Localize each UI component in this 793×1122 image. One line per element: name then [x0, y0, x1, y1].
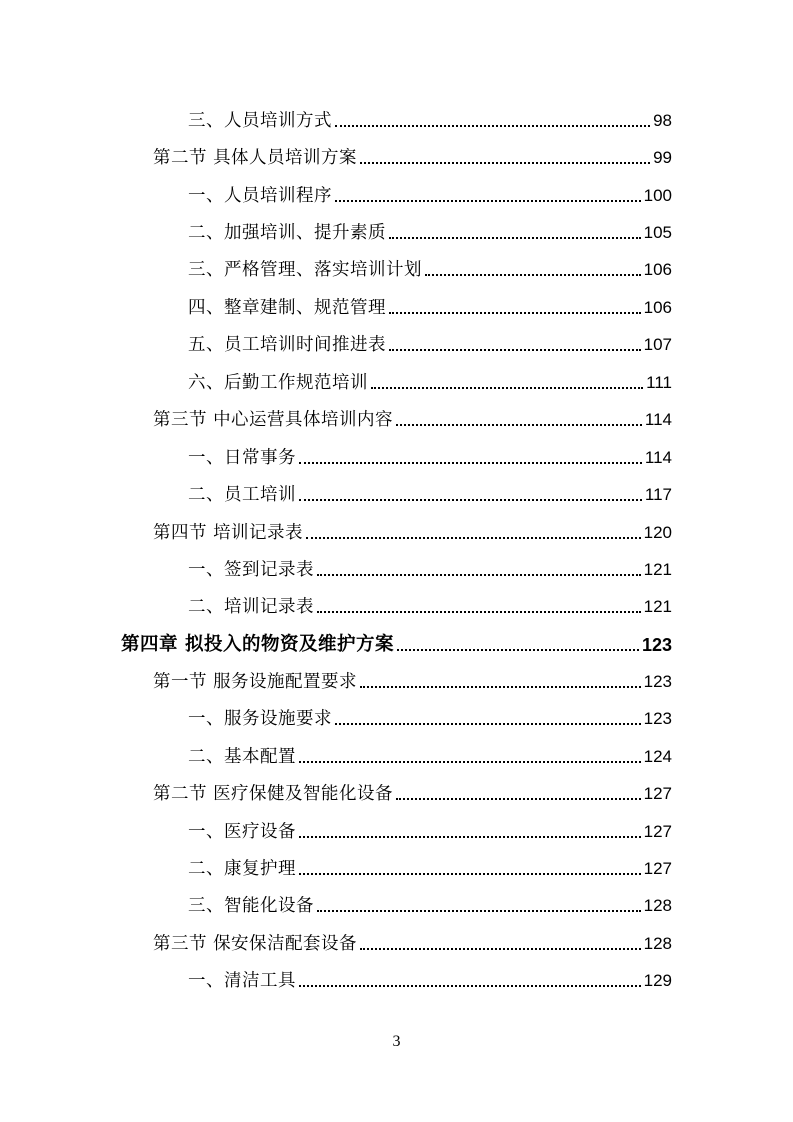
toc-entry-label: 一、医疗设备	[188, 822, 296, 842]
toc-entry[interactable]	[188, 815, 672, 843]
dot-leader	[299, 761, 641, 763]
toc-entry[interactable]	[188, 253, 672, 281]
toc-entry-page: 123	[643, 709, 672, 728]
toc-entry[interactable]	[188, 216, 672, 244]
toc-entry[interactable]	[188, 478, 672, 506]
dot-leader	[299, 836, 641, 838]
toc-entry-page: 128	[643, 934, 672, 953]
toc-entry-page: 106	[643, 260, 672, 279]
toc-entry-label: 第三节 保安保洁配套设备	[153, 934, 358, 954]
dot-leader	[389, 349, 641, 351]
toc-entry[interactable]	[188, 702, 672, 730]
toc-entry-page: 106	[643, 298, 672, 317]
toc-entry[interactable]	[153, 516, 672, 544]
toc-entry-page: 98	[653, 111, 672, 130]
toc-entry[interactable]	[188, 104, 672, 132]
toc-entry[interactable]	[153, 927, 672, 955]
toc-entry-label: 第四章 拟投入的物资及维护方案	[121, 634, 394, 655]
toc-entry-label: 三、人员培训方式	[188, 111, 332, 131]
dot-leader	[306, 537, 641, 539]
toc-entry-label: 第二节 具体人员培训方案	[153, 148, 358, 168]
dot-leader	[360, 162, 650, 164]
toc-entry-label: 二、基本配置	[188, 747, 296, 767]
toc-entry[interactable]	[188, 553, 672, 581]
toc-entry-label: 四、整章建制、规范管理	[188, 298, 386, 318]
toc-entry-label: 第二节 医疗保健及智能化设备	[153, 784, 394, 804]
toc-entry-label: 二、员工培训	[188, 485, 296, 505]
toc-entry-page: 129	[643, 971, 672, 990]
toc-entry-label: 一、日常事务	[188, 448, 296, 468]
toc-entry-label: 第一节 服务设施配置要求	[153, 672, 358, 692]
dot-leader	[389, 312, 641, 314]
dot-leader	[317, 611, 641, 613]
dot-leader	[396, 424, 642, 426]
dot-leader	[360, 686, 641, 688]
toc-entry-page: 127	[643, 859, 672, 878]
dot-leader	[335, 125, 650, 127]
toc-entry-page: 123	[643, 672, 672, 691]
toc-entry[interactable]	[188, 291, 672, 319]
toc-entry-label: 二、加强培训、提升素质	[188, 223, 386, 243]
page-number: 3	[392, 1033, 401, 1050]
dot-leader	[299, 985, 641, 987]
dot-leader	[317, 910, 641, 912]
toc-entry-page: 127	[643, 822, 672, 841]
toc-entry-page: 121	[643, 597, 672, 616]
toc-entry-label: 六、后勤工作规范培训	[188, 373, 368, 393]
toc-entry-label: 第四节 培训记录表	[153, 523, 304, 543]
toc-entry[interactable]	[153, 777, 672, 805]
dot-leader	[389, 237, 641, 239]
toc-chapter-entry[interactable]	[121, 628, 672, 656]
toc-entry-label: 二、培训记录表	[188, 597, 314, 617]
toc-entry-page: 114	[644, 448, 672, 467]
toc-entry[interactable]	[188, 964, 672, 992]
dot-leader	[397, 649, 639, 651]
toc-entry[interactable]	[188, 852, 672, 880]
toc-entry-page: 128	[643, 896, 672, 915]
dot-leader	[299, 499, 642, 501]
dot-leader	[360, 948, 641, 950]
toc-entry[interactable]	[188, 366, 672, 394]
dot-leader	[396, 798, 641, 800]
toc-entry[interactable]	[188, 328, 672, 356]
toc-entry-label: 五、员工培训时间推进表	[188, 335, 386, 355]
toc-entry[interactable]	[153, 141, 672, 169]
toc-entry-page: 127	[643, 784, 672, 803]
toc-entry-label: 三、智能化设备	[188, 896, 314, 916]
toc-entry-page: 120	[643, 523, 672, 542]
dot-leader	[335, 200, 641, 202]
toc-entry-label: 二、康复护理	[188, 859, 296, 879]
toc-entry-page: 107	[643, 335, 672, 354]
toc-entry-page: 121	[643, 560, 672, 579]
toc-entry-label: 一、服务设施要求	[188, 709, 332, 729]
dot-leader	[425, 274, 641, 276]
dot-leader	[299, 462, 642, 464]
toc-entry-page: 114	[644, 410, 672, 429]
dot-leader	[317, 574, 641, 576]
toc-entry-label: 一、清洁工具	[188, 971, 296, 991]
dot-leader	[299, 873, 641, 875]
toc-entry-label: 第三节 中心运营具体培训内容	[153, 410, 394, 430]
toc-entry[interactable]	[188, 179, 672, 207]
toc-entry-page: 123	[641, 635, 672, 655]
toc-entry-page: 100	[643, 186, 672, 205]
toc-entry-page: 111	[646, 373, 672, 392]
toc-entry[interactable]	[188, 740, 672, 768]
toc-entry[interactable]	[153, 403, 672, 431]
toc-entry-page: 124	[643, 747, 672, 766]
toc-entry-page: 105	[643, 223, 672, 242]
toc-entry-label: 三、严格管理、落实培训计划	[188, 260, 422, 280]
toc-entry-label: 一、签到记录表	[188, 560, 314, 580]
toc-entry-page: 117	[644, 485, 672, 504]
toc-entry[interactable]	[188, 441, 672, 469]
toc-entry[interactable]	[188, 590, 672, 618]
dot-leader	[371, 387, 643, 389]
toc-entry[interactable]	[188, 889, 672, 917]
toc-entry-page: 99	[653, 148, 672, 167]
dot-leader	[335, 723, 641, 725]
toc-entry-label: 一、人员培训程序	[188, 186, 332, 206]
toc-entry[interactable]	[153, 665, 672, 693]
